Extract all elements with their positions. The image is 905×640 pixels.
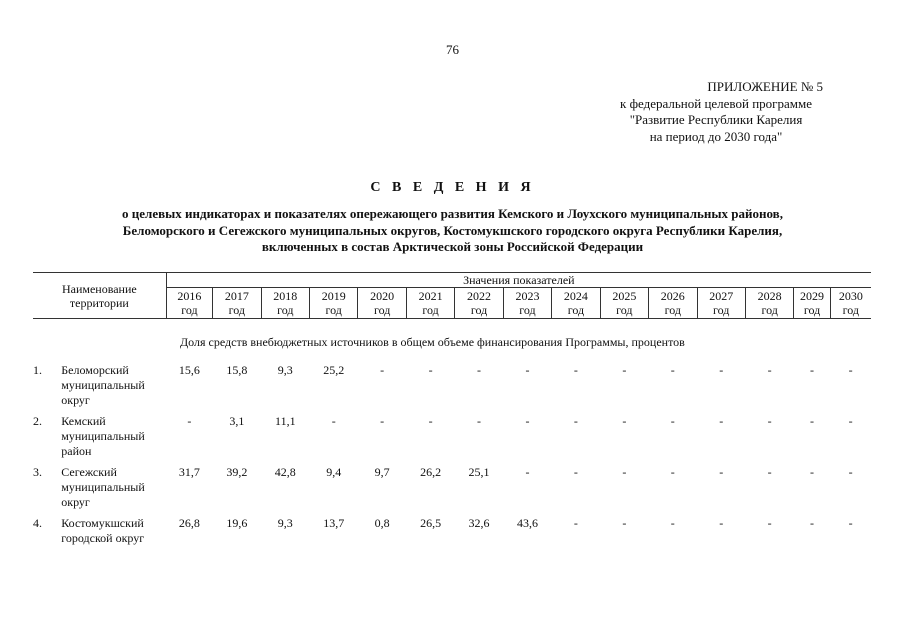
value-cell: 3,1 <box>229 414 245 428</box>
value-cell: - <box>525 465 530 479</box>
year-suffix: год <box>616 303 633 317</box>
year-suffix: год <box>713 303 730 317</box>
year-header-12 <box>745 288 793 319</box>
territory-name: Беломорский муниципальный округ <box>61 363 145 407</box>
table-row <box>33 465 871 516</box>
value-cell: 9,4 <box>326 465 342 479</box>
territory-name: Сегежский муниципальный округ <box>61 465 145 509</box>
year-suffix: год <box>470 303 488 317</box>
value-cell: - <box>670 465 675 479</box>
appendix-block <box>560 79 872 145</box>
year-header-13 <box>794 288 830 319</box>
year-label: 2029 <box>800 289 825 303</box>
page-number: 76 <box>446 42 459 57</box>
value-cell: - <box>622 516 627 530</box>
value-cell: 31,7 <box>178 465 200 479</box>
value-cell: - <box>810 414 815 428</box>
value-cell: 32,6 <box>468 516 490 530</box>
value-cell: - <box>848 516 853 530</box>
year-header-9 <box>600 288 648 319</box>
territory-name: Кемский муниципальный район <box>61 414 145 458</box>
value-cell: 9,3 <box>277 516 293 530</box>
value-cell: - <box>719 465 724 479</box>
value-cell: - <box>719 414 724 428</box>
year-label: 2018 <box>273 289 298 303</box>
year-suffix: год <box>181 303 198 317</box>
value-cell: - <box>380 414 385 428</box>
appendix-line: "Развитие Республики Карелия <box>629 112 803 127</box>
year-label: 2026 <box>660 289 685 303</box>
value-cell: 39,2 <box>226 465 248 479</box>
value-cell: - <box>622 363 627 377</box>
year-suffix: год <box>761 303 778 317</box>
value-cell: 25,1 <box>468 465 490 479</box>
year-suffix: год <box>519 303 536 317</box>
year-header-0 <box>166 288 212 319</box>
year-label: 2030 <box>838 289 863 303</box>
year-suffix: год <box>803 303 821 317</box>
value-cell: 0,8 <box>374 516 390 530</box>
year-suffix: год <box>567 303 585 317</box>
year-suffix: год <box>422 303 439 317</box>
row-number: 2. <box>33 414 42 428</box>
year-header-11 <box>697 288 745 319</box>
year-suffix: год <box>842 303 860 317</box>
row-number: 4. <box>33 516 42 530</box>
value-cell: - <box>380 363 385 377</box>
value-cell: 19,6 <box>226 516 248 530</box>
value-cell: 15,6 <box>178 363 200 377</box>
value-cell: - <box>477 414 482 428</box>
year-label: 2025 <box>612 289 637 303</box>
year-label: 2016 <box>177 289 202 303</box>
year-header-7 <box>503 288 551 319</box>
year-header-2 <box>261 288 309 319</box>
value-cell: - <box>573 363 578 377</box>
table-row <box>33 414 871 465</box>
value-cell: - <box>848 363 853 377</box>
year-label: 2022 <box>467 289 492 303</box>
value-cell: - <box>573 516 578 530</box>
year-label: 2028 <box>757 289 782 303</box>
table-row <box>33 363 871 414</box>
year-label: 2023 <box>515 289 540 303</box>
subtitle-line: включенных в состав Арктической зоны Российской Федерации <box>261 239 644 254</box>
value-cell: - <box>670 516 675 530</box>
year-suffix: год <box>325 303 342 317</box>
value-cell: - <box>477 363 482 377</box>
year-suffix: год <box>373 303 391 317</box>
subtitle-line: о целевых индикаторах и показателях опережающего развития Кемского и Лоухского муниципальных районов, <box>122 206 783 221</box>
value-cell: 9,3 <box>277 363 293 377</box>
year-header-3 <box>310 288 358 319</box>
year-suffix: год <box>228 303 246 317</box>
table-row <box>33 516 871 567</box>
value-cell: - <box>525 414 530 428</box>
value-cell: - <box>767 363 772 377</box>
appendix-line: к федеральной целевой программе <box>620 95 812 111</box>
table-body <box>33 319 871 568</box>
year-header-6 <box>455 288 503 319</box>
year-suffix: год <box>664 303 681 317</box>
document-title: С В Е Д Е Н И Я <box>370 180 535 195</box>
year-label: 2027 <box>709 289 734 303</box>
value-cell: - <box>331 414 336 428</box>
value-cell: - <box>573 465 578 479</box>
value-cell: - <box>767 516 772 530</box>
territory-column-header: Наименование территории <box>33 273 166 319</box>
value-cell: - <box>573 414 578 428</box>
row-number: 1. <box>33 363 42 377</box>
values-column-header: Значения показателей <box>166 273 871 288</box>
indicator-title: Доля средств внебюджетных источников в общем объеме финансирования Программы, процентов <box>180 335 685 349</box>
value-cell: - <box>428 363 433 377</box>
value-cell: - <box>670 363 675 377</box>
year-label: 2017 <box>224 289 249 303</box>
value-cell: - <box>428 414 433 428</box>
value-cell: 26,2 <box>420 465 442 479</box>
value-cell: 25,2 <box>323 363 345 377</box>
year-label: 2021 <box>418 289 443 303</box>
year-suffix: год <box>277 303 294 317</box>
year-label: 2020 <box>370 289 395 303</box>
year-header-1 <box>213 288 261 319</box>
indicators-table <box>33 272 871 567</box>
value-cell: - <box>622 414 627 428</box>
value-cell: 13,7 <box>323 516 345 530</box>
value-cell: - <box>719 516 724 530</box>
value-cell: - <box>719 363 724 377</box>
value-cell: - <box>848 465 853 479</box>
value-cell: - <box>810 465 815 479</box>
year-label: 2019 <box>321 289 346 303</box>
value-cell: 9,7 <box>374 465 390 479</box>
value-cell: - <box>848 414 853 428</box>
value-cell: 11,1 <box>275 414 296 428</box>
value-cell: 42,8 <box>274 465 296 479</box>
value-cell: - <box>767 414 772 428</box>
subtitle-line: Беломорского и Сегежского муниципальных округов, Костомукшского городского округа Республики Карелия, <box>122 222 783 238</box>
value-cell: - <box>810 516 815 530</box>
year-header-14 <box>830 288 871 319</box>
value-cell: 26,8 <box>178 516 200 530</box>
territory-name: Костомукшский городской округ <box>61 516 145 545</box>
value-cell: - <box>622 465 627 479</box>
value-cell: - <box>767 465 772 479</box>
value-cell: 26,5 <box>420 516 442 530</box>
year-header-5 <box>406 288 454 319</box>
year-header-10 <box>649 288 697 319</box>
row-number: 3. <box>33 465 42 479</box>
value-cell: - <box>187 414 192 428</box>
value-cell: - <box>525 363 530 377</box>
year-header-8 <box>552 288 600 319</box>
appendix-line: ПРИЛОЖЕНИЕ № 5 <box>707 79 823 94</box>
value-cell: 43,6 <box>516 516 538 530</box>
value-cell: - <box>810 363 815 377</box>
year-header-4 <box>358 288 406 319</box>
appendix-line: на период до 2030 года" <box>649 128 783 144</box>
year-label: 2024 <box>563 289 588 303</box>
document-subtitle <box>0 206 905 256</box>
value-cell: 15,8 <box>226 363 248 377</box>
value-cell: - <box>670 414 675 428</box>
